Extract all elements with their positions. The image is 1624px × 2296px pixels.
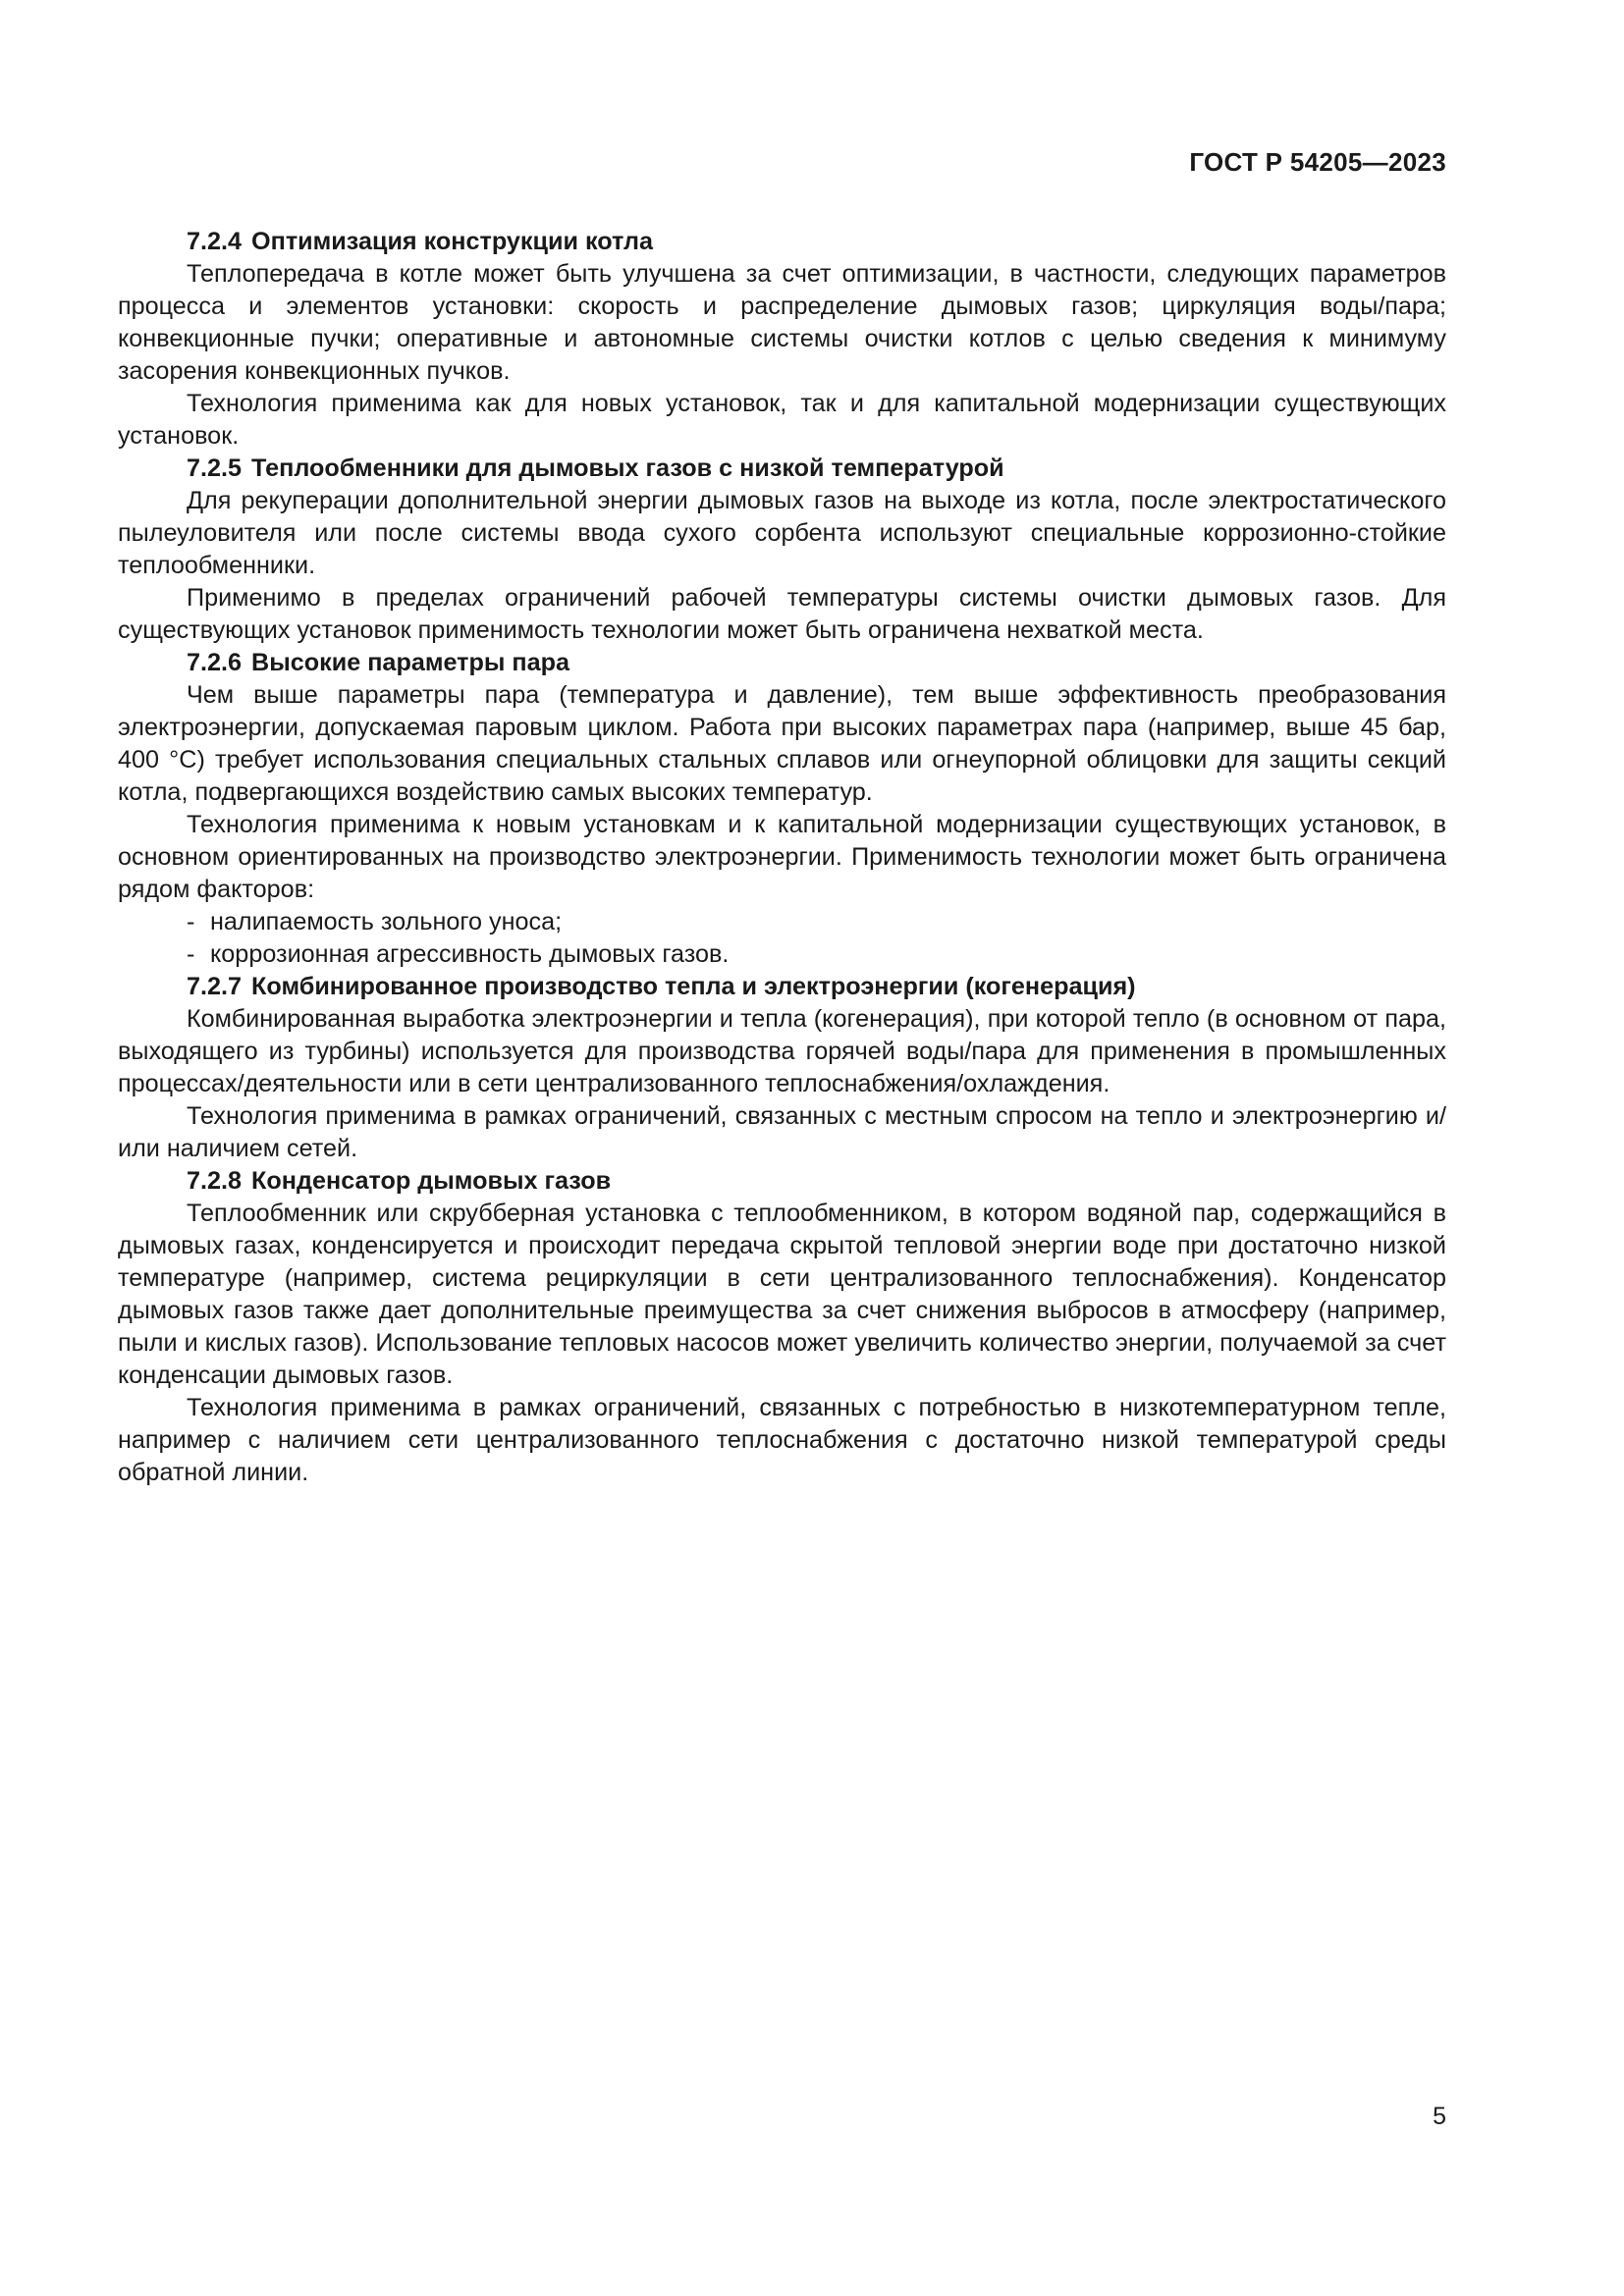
paragraph: Технология применима к новым установкам и к капитальной модернизации существующих установок, в основном ориентированных на производство электроэнергии. Применимость технологии может быть ограничена рядом факторов: bbox=[118, 811, 1446, 903]
list-item-text: коррозионная агрессивность дымовых газов. bbox=[210, 940, 730, 968]
section-heading bbox=[118, 453, 1446, 485]
section-heading bbox=[118, 1165, 1446, 1198]
paragraph: Технология применима в рамках ограничений, связанных с местным спросом на тепло и электроэнергию и/или наличием сетей. bbox=[118, 1102, 1446, 1162]
section-heading bbox=[118, 647, 1446, 679]
section-title: Оптимизация конструкции котла bbox=[251, 228, 654, 255]
paragraph: Чем выше параметры пара (температура и давление), тем выше эффективность преобразования электроэнергии, допускаемая паровым циклом. Работа при высоких параметрах пара (например, выше 45 бар, 400 °C) требует использования специальных стальных сплавов или огнеупорной облицовки для защиты секций котла, подвергающихся воздействию самых высоких температур. bbox=[118, 681, 1446, 806]
section-number: 7.2.4 bbox=[187, 228, 243, 255]
section-number: 7.2.5 bbox=[187, 454, 243, 482]
paragraph: Теплопередача в котле может быть улучшена за счет оптимизации, в частности, следующих параметров процесса и элементов установки: скорость и распределение дымовых газов; циркуляция воды/пара; конвекционные пучки; оперативные и автономные системы очистки котлов с целью сведения к минимуму засорения конвекционных пучков. bbox=[118, 260, 1446, 385]
list-dash: - bbox=[187, 940, 195, 968]
paragraph: Комбинированная выработка электроэнергии и тепла (когенерация), при которой тепло (в основном от пара, выходящего из турбины) используется для производства горячей воды/пара для применения в промышленных процессах/деятельности или в сети централизованного теплоснабжения/охлаждения. bbox=[118, 1005, 1446, 1097]
page-number: 5 bbox=[1433, 2103, 1446, 2130]
section-heading bbox=[118, 226, 1446, 258]
section-number: 7.2.8 bbox=[187, 1167, 243, 1195]
paragraph: Технология применима как для новых установок, так и для капитальной модернизации существующих установок. bbox=[118, 390, 1446, 450]
list-item bbox=[118, 906, 1446, 938]
list-item bbox=[118, 938, 1446, 971]
list-dash: - bbox=[187, 908, 195, 935]
document-body bbox=[118, 226, 1446, 1489]
section-title: Высокие параметры пара bbox=[251, 649, 569, 676]
section-title: Теплообменники для дымовых газов с низкой температурой bbox=[251, 454, 1004, 482]
section-title: Конденсатор дымовых газов bbox=[251, 1167, 612, 1195]
section-number: 7.2.6 bbox=[187, 649, 243, 676]
paragraph: Теплообменник или скрубберная установка с теплообменником, в котором водяной пар, содержащийся в дымовых газах, конденсируется и происходит передача скрытой тепловой энергии воде при достаточно низкой температуре (например, система рециркуляции в сети централизованного теплоснабжения). Конденсатор дымовых газов также дает дополнительные преимущества за счет снижения выбросов в атмосферу (например, пыли и кислых газов). Использование тепловых насосов может увеличить количество энергии, получаемой за счет конденсации дымовых газов. bbox=[118, 1200, 1446, 1389]
paragraph: Технология применима в рамках ограничений, связанных с потребностью в низкотемпературном тепле, например с наличием сети централизованного теплоснабжения с достаточно низкой температурой среды обратной линии. bbox=[118, 1394, 1446, 1486]
section-heading bbox=[118, 971, 1446, 1003]
list-item-text: налипаемость зольного уноса; bbox=[210, 908, 563, 935]
section-number: 7.2.7 bbox=[187, 973, 243, 1000]
paragraph: Для рекуперации дополнительной энергии дымовых газов на выходе из котла, после электростатического пылеуловителя или после системы ввода сухого сорбента используют специальные коррозионно-стойкие теплообменники. bbox=[118, 487, 1446, 579]
document-code: ГОСТ Р 54205—2023 bbox=[1189, 147, 1446, 177]
paragraph: Применимо в пределах ограничений рабочей температуры системы очистки дымовых газов. Для существующих установок применимость технологии может быть ограничена нехваткой места. bbox=[118, 584, 1446, 644]
section-title: Комбинированное производство тепла и электроэнергии (когенерация) bbox=[251, 973, 1136, 1000]
